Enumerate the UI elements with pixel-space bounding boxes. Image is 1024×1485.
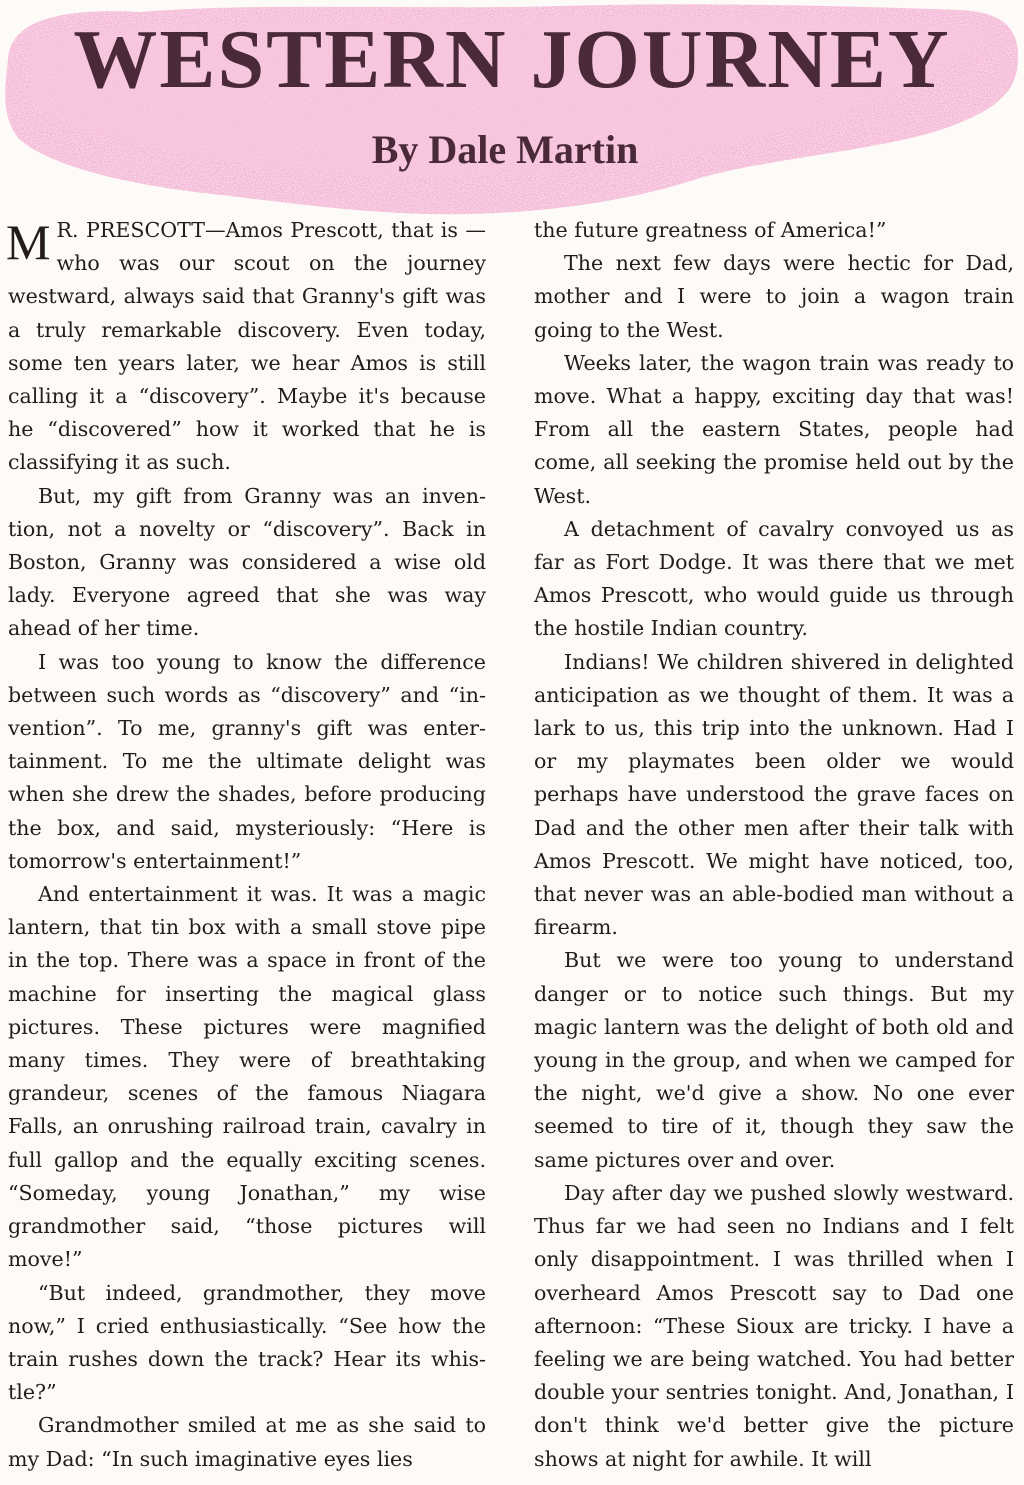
paragraph: Grandmother smiled at me as she said to my Dad: “In such imaginative eyes lies	[8, 1413, 486, 1471]
story-byline: By Dale Martin	[371, 127, 639, 172]
paragraph: The next few days were hectic for Dad, mother and I were to join a wagon train going to the West.	[534, 251, 1014, 342]
left-column	[8, 214, 486, 1476]
paragraph: And entertainment it was. It was a magic lantern, that tin box with a small stove pipe in the top. There was a space in front of the machine for inserting the magical glass pictures. These pictures were magnified many times. They were of breathtaking grandeur, scenes of the famous Niagara Falls, an onrushing railroad train, cavalry in full gallop and the equally exciting scenes. “Someday, young Jonathan,” my wise grandmother said, “those pictures will move!”	[8, 882, 486, 1272]
lead-paragraph	[8, 214, 486, 480]
paragraph: But we were too young to understand danger or to notice such things. But my magic lantern was the delight of both old and young in the group, and when we camped for the night, we'd give a show. No one ever seemed to tire of it, though they saw the same pictures over and over.	[534, 948, 1014, 1172]
continued-paragraph: the future greatness of America!”	[534, 218, 887, 242]
paragraph: But, my gift from Granny was an invention, not a novelty or “discovery”. Back in Boston, Granny was considered a wise old lady. Everyone agreed that she was way ahead of her time.	[8, 483, 486, 641]
paragraph: “But indeed, grandmother, they move now,” I cried enthusiastically. “See how the train rushes down the track? Hear its whistle?”	[8, 1280, 486, 1405]
paragraph: I was too young to know the difference between such words as “discovery” and “invention”. To me, granny's gift was entertainment. To me the ultimate delight was when she drew the shades, before producing the box, and said, mysteriously: “Here is tomorrow's entertainment!”	[8, 649, 486, 873]
title-banner	[0, 0, 1024, 222]
paragraph: Weeks later, the wagon train was ready to move. What a happy, exciting day that was! From all the eastern States, people had come, all seeking the promise held out by the West.	[534, 350, 1014, 508]
right-column	[534, 214, 1014, 1476]
paragraph: Indians! We children shivered in delighted anticipation as we thought of them. It was a lark to us, this trip into the unknown. Had I or my playmates been older we would perhaps have understood the grave faces on Dad and the other men after their talk with Amos Prescott. We might have noticed, too, that never was an able-bodied man without a firearm.	[534, 649, 1014, 940]
paragraph: A detachment of cavalry convoyed us as far as Fort Dodge. It was there that we met Amos Prescott, who would guide us through the hostile Indian country.	[534, 516, 1014, 641]
story-title: WESTERN JOURNEY	[73, 13, 951, 106]
lead-paragraph-text: R. PRESCOTT—Amos Prescott, that is —who was our scout on the journey westward, always said that Granny's gift was a truly remarkable discovery. Even today, some ten years later, we hear Amos is still calling it a “discovery”. Maybe it's because he “discovered” how it worked that he is classifying it as such.	[8, 218, 486, 475]
drop-cap: M	[6, 214, 51, 270]
paragraph: Day after day we pushed slowly westward. Thus far we had seen no Indians and I felt only disappointment. I was thrilled when I overheard Amos Prescott say to Dad one afternoon: “These Sioux are tricky. I have a feeling we are being watched. You had better double your sentries tonight. And, Jonathan, I don't think we'd better give the picture shows at night for awhile. It will	[534, 1180, 1014, 1471]
